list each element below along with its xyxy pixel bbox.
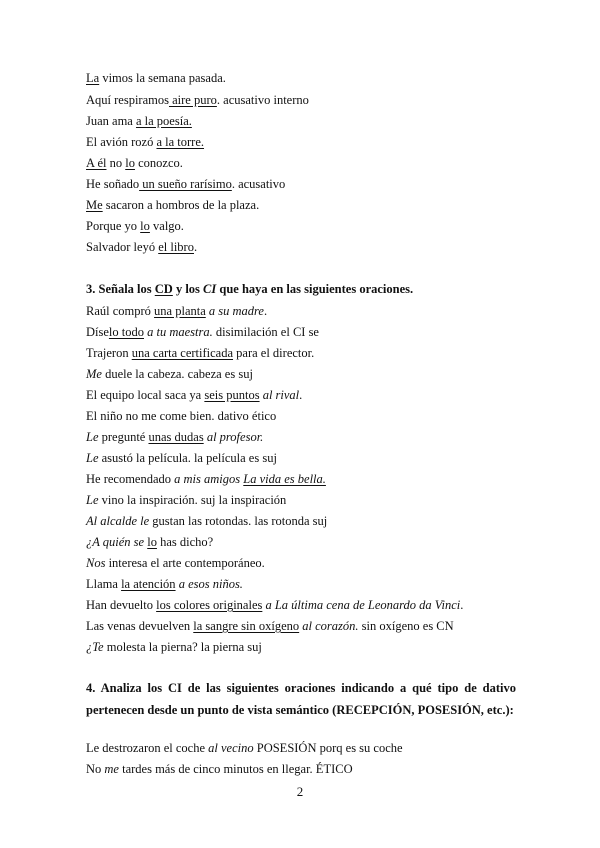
text-segment: Aquí respiramos (86, 93, 169, 107)
text-segment: el libro (158, 240, 194, 254)
text-segment: seis puntos (204, 388, 260, 402)
text-segment: duele la cabeza. cabeza es suj (101, 367, 253, 381)
text-segment: . acusativo (231, 177, 286, 191)
text-line (86, 471, 326, 487)
text-segment: Llama (86, 577, 122, 591)
text-line (86, 387, 302, 403)
text-line (86, 639, 262, 655)
text-segment: pregunté (98, 430, 149, 444)
text-segment: La vida es bella. (243, 472, 326, 486)
text-line (86, 702, 514, 718)
text-line (86, 303, 267, 319)
text-segment: 3. Señala los (86, 282, 155, 296)
text-line (86, 513, 327, 529)
text-segment: Al alcalde le (86, 514, 150, 528)
text-segment: Las venas devuelven (86, 619, 194, 633)
text-segment: 4. Analiza los CI de las siguientes oraciones indicando a qué tipo de dativo (86, 681, 516, 695)
text-segment: sacaron a hombros de la plaza. (102, 198, 260, 212)
text-segment: A él (86, 156, 107, 170)
text-line (86, 324, 319, 340)
text-segment: pertenecen desde un punto de vista semántico (RECEPCIÓN, POSESIÓN, etc.): (86, 703, 514, 717)
text-segment: CD (154, 282, 173, 296)
text-segment: Raúl compró (86, 304, 155, 318)
text-segment: a mis amigos (174, 472, 241, 486)
text-segment: Juan ama (86, 114, 136, 128)
text-segment: una planta (154, 304, 206, 318)
text-segment: al corazón. (299, 619, 359, 633)
text-segment: has dicho? (156, 535, 214, 549)
text-line (86, 113, 192, 129)
text-segment: y los (172, 282, 204, 296)
text-line (86, 218, 184, 234)
text-segment: lo (125, 156, 135, 170)
text-segment: Me (86, 367, 102, 381)
text-line (86, 281, 413, 297)
text-segment: la sangre sin oxígeno (193, 619, 300, 633)
text-line (86, 618, 454, 634)
text-segment: Le (86, 430, 99, 444)
text-segment: ¿ (86, 640, 93, 654)
text-segment: interesa el arte contemporáneo. (105, 556, 265, 570)
text-segment: al vecino (208, 741, 254, 755)
text-segment: un sueño rarísimo (139, 177, 232, 191)
text-segment: Han devuelto (86, 598, 157, 612)
text-line (86, 345, 314, 361)
text-line (86, 680, 516, 696)
text-segment: lo (147, 535, 157, 549)
text-segment: . (193, 240, 198, 254)
text-segment: a tu maestra. (144, 325, 213, 339)
text-line (86, 197, 259, 213)
text-line (86, 176, 285, 192)
text-segment: He recomendado (86, 472, 175, 486)
text-segment: Nos (86, 556, 106, 570)
text-segment: sin oxígeno es CN (358, 619, 454, 633)
text-line (86, 492, 286, 508)
text-segment: El avión rozó (86, 135, 157, 149)
text-segment: unas dudas (148, 430, 204, 444)
text-line (86, 555, 265, 571)
text-line (86, 239, 197, 255)
text-line (86, 429, 263, 445)
page-number: 2 (296, 784, 304, 799)
text-segment: no (106, 156, 126, 170)
text-segment: gustan las rotondas. las rotonda suj (149, 514, 328, 528)
text-segment: conozco. (134, 156, 183, 170)
text-segment: aire puro (168, 93, 217, 107)
text-line (86, 597, 463, 613)
text-segment: para el director. (233, 346, 315, 360)
text-segment: tardes más de cinco minutos en llegar. ÉTICO (118, 762, 353, 776)
text-segment: valgo. (149, 219, 184, 233)
text-segment: a esos niños. (175, 577, 243, 591)
text-segment: Me (86, 198, 103, 212)
text-line (86, 366, 253, 382)
text-segment: a su madre (205, 304, 264, 318)
text-segment: vino la inspiración. suj la inspiración (98, 493, 287, 507)
text-segment: a la poesía. (135, 114, 192, 128)
text-segment: asustó la película. la película es suj (98, 451, 277, 465)
text-segment: me (104, 762, 119, 776)
text-segment: molesta la pierna? la pierna suj (103, 640, 262, 654)
text-line (86, 408, 276, 424)
text-segment: lo todo (108, 325, 144, 339)
text-segment: . (460, 598, 464, 612)
text-segment: Le (86, 451, 99, 465)
text-segment: disimilación el CI se (212, 325, 319, 339)
text-segment: He soñado (86, 177, 140, 191)
text-segment: La (86, 71, 100, 85)
text-segment: Salvador leyó (86, 240, 159, 254)
text-segment: los colores originales (156, 598, 263, 612)
text-line (86, 576, 243, 592)
text-line (86, 70, 226, 86)
text-segment: El niño no me come bien. dativo ético (86, 409, 277, 423)
text-segment: a La última cena de Leonardo da Vinci (262, 598, 461, 612)
text-segment: al profesor. (203, 430, 264, 444)
text-line (86, 761, 353, 777)
text-segment: Trajeron (86, 346, 132, 360)
text-segment: Te (92, 640, 104, 654)
text-segment: que haya en las siguientes oraciones. (216, 282, 414, 296)
text-segment: CI (203, 282, 217, 296)
text-segment: ¿A quién se (86, 535, 145, 549)
text-segment: Porque yo (86, 219, 141, 233)
text-segment: POSESIÓN porq es su coche (253, 741, 403, 755)
text-segment: la atención (121, 577, 176, 591)
text-segment: vimos la semana pasada. (99, 71, 226, 85)
text-line (86, 134, 204, 150)
text-segment: Le destrozaron el coche (86, 741, 209, 755)
text-segment: No (86, 762, 105, 776)
text-segment: Le (86, 493, 99, 507)
text-segment: El equipo local saca ya (86, 388, 205, 402)
text-segment: . (299, 388, 303, 402)
text-segment: al rival (259, 388, 300, 402)
text-line (86, 450, 277, 466)
text-segment: . (263, 304, 268, 318)
text-line (86, 740, 403, 756)
text-line (86, 534, 213, 550)
text-segment: a la torre. (156, 135, 205, 149)
text-line (86, 155, 183, 171)
text-segment: lo (140, 219, 150, 233)
text-segment: una carta certificada (131, 346, 234, 360)
text-segment: Díse (86, 325, 109, 339)
text-line (86, 92, 309, 108)
text-segment: . acusativo interno (216, 93, 309, 107)
